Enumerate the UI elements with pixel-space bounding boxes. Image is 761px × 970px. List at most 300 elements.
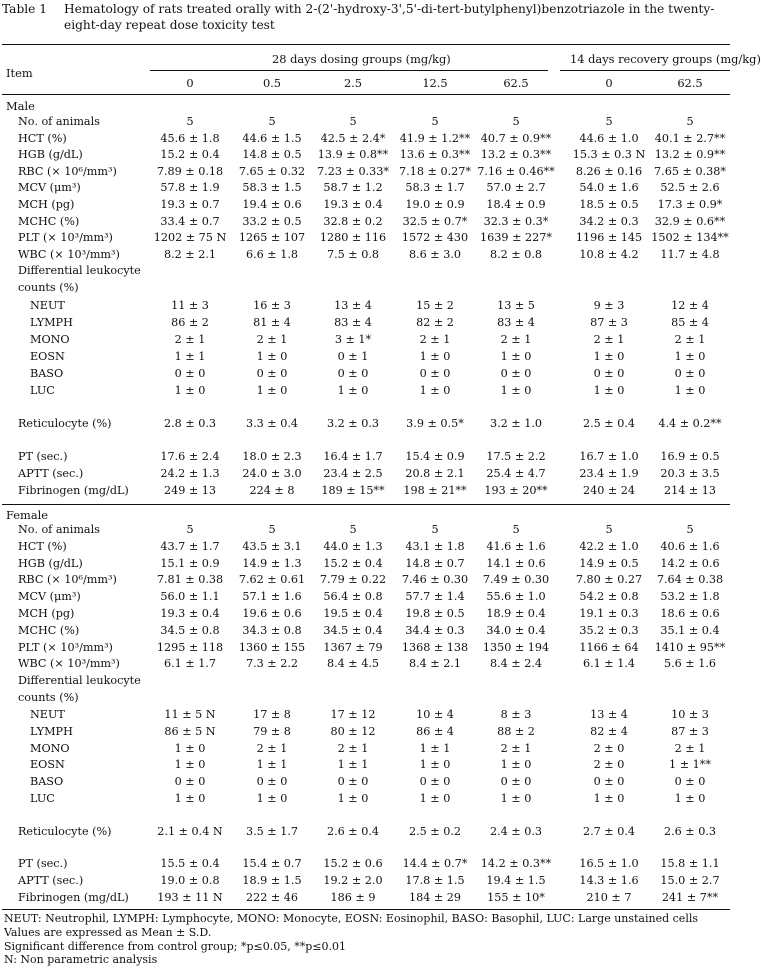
table-cell: 1 ± 1: [419, 741, 451, 755]
row-label: HGB (g/dL): [18, 556, 83, 570]
table-cell: 1 ± 0: [337, 792, 369, 805]
table-cell: 13.2 ± 0.9**: [654, 148, 726, 162]
dose-header-0: 0: [186, 76, 194, 90]
table-cell: 10 ± 4: [416, 708, 454, 721]
table-cell: 5.6 ± 1.6: [663, 657, 717, 671]
table-cell: 19.5 ± 0.4: [323, 607, 383, 620]
table-cell: 193 ± 11 N: [157, 890, 223, 904]
table-cell: 5: [349, 115, 357, 128]
table-cell: 33.2 ± 0.5: [242, 214, 302, 228]
table-cell: 15.0 ± 2.7: [660, 873, 720, 887]
table-cell: 7.62 ± 0.61: [238, 573, 306, 587]
row-label: HCT (%): [18, 539, 67, 553]
table-cell: 2 ± 1: [337, 741, 369, 755]
table-cell: 1 ± 0: [419, 758, 451, 772]
table-row: [0, 707, 732, 723]
table-row: [0, 197, 732, 213]
table-row: [0, 180, 732, 196]
table-cell: 19.4 ± 0.6: [242, 198, 302, 211]
table-cell: 13 ± 5: [497, 298, 535, 312]
table-cell: 15.8 ± 1.1: [660, 857, 720, 870]
table-cell: 0 ± 0: [174, 366, 206, 380]
table-cell: 15.2 ± 0.4: [160, 148, 220, 162]
table-cell: 1 ± 1: [256, 758, 288, 772]
table-row: [0, 114, 732, 130]
header-dosing-group: 28 days dosing groups (mg/kg): [272, 52, 451, 66]
table-cell: 34.3 ± 0.8: [242, 623, 302, 637]
table-row: [0, 539, 732, 555]
table-title: Hematology of rats treated orally with 2-(2'-hydroxy-3',5'-di-tert-butylphenyl)benzotriazole in the twenty-eight-day repeat dose toxicity test: [64, 2, 715, 32]
table-row: [0, 366, 732, 382]
table-cell: 1 ± 0: [674, 383, 706, 397]
table-cell: 54.2 ± 0.8: [579, 590, 639, 604]
table-cell: 56.4 ± 0.8: [323, 590, 383, 604]
row-label: MONO: [30, 741, 70, 755]
table-cell: 56.0 ± 1.1: [160, 590, 220, 604]
table-cell: 44.6 ± 1.5: [242, 131, 302, 145]
table-cell: 42.5 ± 2.4*: [320, 131, 386, 145]
table-cell: 1166 ± 64: [579, 640, 639, 654]
table-cell: 25.4 ± 4.7: [486, 466, 546, 480]
table-cell: 80 ± 12: [330, 724, 376, 738]
table-cell: 1572 ± 430: [401, 231, 469, 245]
table-cell: 3.5 ± 1.7: [245, 825, 299, 838]
row-label: LUC: [30, 383, 55, 397]
section-male: Male: [6, 99, 35, 113]
table-row: [0, 724, 732, 740]
table-cell: 83 ± 4: [334, 315, 372, 329]
table-cell: 1295 ± 118: [156, 640, 224, 654]
table-cell: 2.4 ± 0.3: [489, 825, 543, 838]
header-item: Item: [6, 66, 33, 80]
table-cell: 7.65 ± 0.32: [238, 164, 306, 178]
table-cell: 5: [686, 523, 694, 536]
row-label: APTT (sec.): [18, 873, 84, 887]
table-cell: 13 ± 4: [590, 708, 628, 721]
table-cell: 15.4 ± 0.9: [405, 449, 465, 463]
table-cell: 41.6 ± 1.6: [486, 539, 546, 553]
row-label: APTT (sec.): [18, 466, 84, 480]
table-cell: 0 ± 0: [674, 775, 706, 789]
table-cell: 16 ± 3: [253, 298, 291, 312]
table-cell: 8.26 ± 0.16: [575, 164, 643, 178]
table-cell: 8.6 ± 3.0: [408, 247, 462, 261]
row-label: counts (%): [18, 281, 79, 294]
table-row: [0, 466, 732, 482]
table-row: [0, 147, 732, 163]
table-cell: 1 ± 0: [500, 758, 532, 772]
table-cell: 1 ± 0: [174, 758, 206, 772]
table-cell: 11 ± 5 N: [164, 708, 216, 721]
table-cell: 18.6 ± 0.6: [660, 607, 720, 620]
footnote-line: Significant difference from control group; *p≤0.05, **p≤0.01: [4, 939, 346, 953]
table-cell: 19.3 ± 0.4: [160, 607, 220, 620]
row-label: HGB (g/dL): [18, 148, 83, 162]
section-divider-rule: [2, 504, 730, 505]
table-cell: 35.1 ± 0.4: [660, 623, 720, 637]
table-cell: 1 ± 0: [593, 792, 625, 805]
table-row: [0, 298, 732, 314]
table-row: [0, 656, 732, 672]
table-cell: 18.5 ± 0.5: [579, 198, 639, 211]
table-cell: 20.3 ± 3.5: [660, 466, 720, 480]
table-row: [0, 214, 732, 230]
table-cell: 186 ± 9: [330, 890, 376, 904]
table-cell: 18.9 ± 0.4: [486, 607, 546, 620]
table-cell: 17.3 ± 0.9*: [657, 198, 723, 211]
table-cell: 16.7 ± 1.0: [579, 449, 639, 463]
table-cell: 13.2 ± 0.3**: [480, 148, 552, 162]
table-cell: 79 ± 8: [253, 724, 291, 738]
table-cell: 8.4 ± 2.4: [489, 657, 543, 671]
table-cell: 14.1 ± 0.6: [486, 556, 546, 570]
table-row: [0, 757, 732, 773]
table-cell: 17 ± 12: [330, 708, 376, 721]
table-cell: 1368 ± 138: [401, 640, 469, 654]
table-row: [0, 315, 732, 331]
table-cell: 2.7 ± 0.4: [582, 825, 636, 838]
table-cell: 32.8 ± 0.2: [323, 214, 383, 228]
table-row: [0, 589, 732, 605]
table-cell: 249 ± 13: [163, 483, 217, 497]
table-cell: 2 ± 1: [174, 332, 206, 346]
bottom-rule: [2, 909, 730, 910]
table-cell: 7.49 ± 0.30: [482, 573, 550, 587]
table-cell: 7.23 ± 0.33*: [317, 164, 389, 178]
table-cell: 15.1 ± 0.9: [160, 556, 220, 570]
table-cell: 214 ± 13: [663, 483, 717, 497]
row-label: counts (%): [18, 690, 79, 704]
row-label: NEUT: [30, 708, 65, 721]
table-cell: 0 ± 0: [500, 775, 532, 789]
table-cell: 19.4 ± 1.5: [486, 873, 546, 887]
table-cell: 1 ± 0: [500, 349, 532, 363]
table-cell: 40.6 ± 1.6: [660, 539, 720, 553]
table-row: [0, 383, 732, 399]
table-cell: 81 ± 4: [253, 315, 291, 329]
table-cell: 1 ± 0: [174, 792, 206, 805]
table-row: [0, 572, 732, 588]
table-cell: 5: [186, 115, 194, 128]
header-recovery-group: 14 days recovery groups (mg/kg): [570, 52, 761, 66]
table-cell: 1367 ± 79: [323, 640, 383, 654]
table-cell: 2.5 ± 0.2: [408, 825, 462, 838]
row-label: RBC (× 10⁶/mm³): [18, 573, 117, 587]
table-cell: 0 ± 0: [419, 775, 451, 789]
table-cell: 1 ± 0: [174, 741, 206, 755]
table-cell: 6.6 ± 1.8: [245, 247, 299, 261]
table-cell: 1202 ± 75 N: [153, 231, 227, 245]
table-cell: 14.3 ± 1.6: [579, 873, 639, 887]
table-cell: 2 ± 1: [593, 332, 625, 346]
table-cell: 198 ± 21**: [403, 483, 467, 497]
row-label: EOSN: [30, 349, 65, 363]
table-cell: 34.4 ± 0.3: [405, 623, 465, 637]
dosing-group-rule: [150, 70, 548, 71]
table-cell: 57.7 ± 1.4: [405, 590, 465, 604]
row-label: Differential leukocyte: [18, 674, 141, 688]
table-cell: 3.2 ± 0.3: [326, 417, 380, 430]
table-row: [0, 332, 732, 348]
table-cell: 35.2 ± 0.3: [579, 623, 639, 637]
table-cell: 34.2 ± 0.3: [579, 214, 639, 228]
table-cell: 58.7 ± 1.2: [323, 181, 383, 195]
row-label: MCHC (%): [18, 623, 80, 637]
table-cell: 13 ± 4: [334, 298, 372, 312]
row-label: BASO: [30, 366, 64, 380]
dose-header-6: 62.5: [677, 76, 703, 90]
table-cell: 7.79 ± 0.22: [319, 573, 387, 587]
table-row: [0, 131, 732, 147]
table-cell: 3.2 ± 1.0: [489, 417, 543, 430]
table-cell: 57.0 ± 2.7: [486, 181, 546, 195]
table-cell: 58.3 ± 1.7: [405, 181, 465, 195]
table-cell: 5: [431, 115, 439, 128]
table-cell: 1350 ± 194: [482, 640, 550, 654]
table-cell: 1280 ± 116: [319, 231, 387, 245]
table-cell: 7.65 ± 0.38*: [654, 164, 726, 178]
row-label: No. of animals: [18, 523, 100, 536]
table-cell: 7.64 ± 0.38: [656, 573, 724, 587]
table-cell: 40.1 ± 2.7**: [654, 131, 726, 145]
table-cell: 16.5 ± 1.0: [579, 857, 639, 870]
row-label: MONO: [30, 332, 70, 346]
table-cell: 2 ± 1: [500, 741, 532, 755]
table-cell: 2.6 ± 0.3: [663, 825, 717, 838]
row-label: Fibrinogen (mg/dL): [18, 890, 129, 904]
table-cell: 24.0 ± 3.0: [242, 466, 302, 480]
table-cell: 0 ± 0: [419, 366, 451, 380]
table-cell: 0 ± 0: [337, 775, 369, 789]
table-cell: 87 ± 3: [590, 315, 628, 329]
table-cell: 0 ± 0: [674, 366, 706, 380]
table-cell: 1 ± 0: [174, 383, 206, 397]
table-cell: 57.1 ± 1.6: [242, 590, 302, 604]
table-cell: 41.9 ± 1.2**: [399, 131, 471, 145]
dose-header-1: 0.5: [262, 76, 282, 90]
table-cell: 224 ± 8: [249, 483, 295, 497]
table-row: [0, 741, 732, 757]
table-cell: 1 ± 0: [593, 349, 625, 363]
table-cell: 5: [686, 115, 694, 128]
table-row: [0, 280, 732, 296]
table-cell: 82 ± 4: [590, 724, 628, 738]
table-cell: 14.2 ± 0.3**: [480, 857, 552, 870]
table-cell: 18.0 ± 2.3: [242, 449, 302, 463]
table-cell: 222 ± 46: [245, 890, 299, 904]
table-cell: 1 ± 0: [500, 792, 532, 805]
table-cell: 16.4 ± 1.7: [323, 449, 383, 463]
table-cell: 11 ± 3: [171, 298, 209, 312]
table-cell: 19.3 ± 0.4: [323, 198, 383, 211]
row-label: MCV (μm³): [18, 181, 81, 195]
table-cell: 54.0 ± 1.6: [579, 181, 639, 195]
table-cell: 7.18 ± 0.27*: [399, 164, 471, 178]
top-rule: [2, 44, 730, 45]
table-cell: 2 ± 1: [674, 332, 706, 346]
table-cell: 42.2 ± 1.0: [579, 539, 639, 553]
table-row: [0, 449, 732, 465]
table-cell: 1 ± 0: [419, 792, 451, 805]
table-cell: 82 ± 2: [416, 315, 454, 329]
table-cell: 1502 ± 134**: [651, 231, 729, 245]
table-cell: 15.5 ± 0.4: [160, 857, 220, 870]
table-cell: 7.46 ± 0.30: [401, 573, 469, 587]
section-female: Female: [6, 508, 48, 522]
table-row: [0, 263, 732, 279]
table-cell: 43.7 ± 1.7: [160, 539, 220, 553]
table-cell: 193 ± 20**: [484, 483, 548, 497]
table-cell: 1265 ± 107: [238, 231, 306, 245]
table-cell: 7.81 ± 0.38: [156, 573, 224, 587]
table-cell: 2 ± 1: [256, 741, 288, 755]
table-cell: 18.9 ± 1.5: [242, 873, 302, 887]
table-cell: 3.9 ± 0.5*: [406, 417, 464, 430]
table-cell: 7.3 ± 2.2: [245, 657, 299, 671]
table-cell: 189 ± 15**: [321, 483, 385, 497]
table-cell: 32.3 ± 0.3*: [483, 214, 549, 228]
table-cell: 1410 ± 95**: [654, 640, 726, 654]
table-cell: 1 ± 0: [419, 383, 451, 397]
table-cell: 5: [512, 115, 520, 128]
table-cell: 8.4 ± 4.5: [326, 657, 380, 671]
table-cell: 17.8 ± 1.5: [405, 873, 465, 887]
table-cell: 3 ± 1*: [334, 332, 372, 346]
table-cell: 85 ± 4: [671, 315, 709, 329]
table-cell: 19.6 ± 0.6: [242, 607, 302, 620]
table-cell: 8.2 ± 0.8: [489, 247, 543, 261]
row-label: Reticulocyte (%): [18, 417, 112, 430]
row-label: NEUT: [30, 298, 65, 312]
table-cell: 57.8 ± 1.9: [160, 181, 220, 195]
table-cell: 0 ± 0: [337, 366, 369, 380]
dose-header-3: 12.5: [422, 76, 448, 90]
table-cell: 14.4 ± 0.7*: [402, 857, 468, 870]
table-cell: 33.4 ± 0.7: [160, 214, 220, 228]
row-label: LYMPH: [30, 724, 73, 738]
table-row: [0, 890, 732, 906]
row-label: WBC (× 10³/mm³): [18, 247, 120, 261]
table-cell: 1 ± 0: [256, 792, 288, 805]
table-cell: 18.4 ± 0.9: [486, 198, 546, 211]
table-cell: 1 ± 0: [674, 349, 706, 363]
row-label: PT (sec.): [18, 449, 68, 463]
table-cell: 19.1 ± 0.3: [579, 607, 639, 620]
table-cell: 1 ± 0: [419, 349, 451, 363]
table-cell: 34.5 ± 0.8: [160, 623, 220, 637]
table-cell: 8.2 ± 2.1: [163, 247, 217, 261]
table-cell: 2.1 ± 0.4 N: [157, 825, 223, 838]
table-cell: 17.5 ± 2.2: [486, 449, 546, 463]
table-cell: 2 ± 0: [593, 741, 625, 755]
table-cell: 5: [605, 523, 613, 536]
table-cell: 86 ± 2: [171, 315, 209, 329]
table-cell: 23.4 ± 2.5: [323, 466, 383, 480]
table-cell: 0 ± 0: [256, 366, 288, 380]
table-cell: 1 ± 0: [674, 792, 706, 805]
table-row: [0, 774, 732, 790]
table-cell: 14.9 ± 1.3: [242, 556, 302, 570]
table-cell: 14.2 ± 0.6: [660, 556, 720, 570]
table-cell: 2.6 ± 0.4: [326, 825, 380, 838]
table-cell: 32.9 ± 0.6**: [654, 214, 726, 228]
row-label: WBC (× 10³/mm³): [18, 657, 120, 671]
table-row: [0, 556, 732, 572]
table-row: [0, 606, 732, 622]
table-cell: 1360 ± 155: [238, 640, 306, 654]
table-cell: 0 ± 0: [174, 775, 206, 789]
table-cell: 88 ± 2: [497, 724, 535, 738]
table-cell: 11.7 ± 4.8: [660, 247, 720, 261]
table-cell: 241 ± 7**: [661, 890, 719, 904]
row-label: LUC: [30, 792, 55, 805]
table-cell: 1 ± 0: [256, 383, 288, 397]
table-cell: 44.0 ± 1.3: [323, 539, 383, 553]
table-cell: 23.4 ± 1.9: [579, 466, 639, 480]
table-cell: 53.2 ± 1.8: [660, 590, 720, 604]
footnote-line: Values are expressed as Mean ± S.D.: [4, 925, 212, 939]
table-row: [0, 623, 732, 639]
table-cell: 0 ± 0: [256, 775, 288, 789]
table-cell: 40.7 ± 0.9**: [480, 131, 552, 145]
table-cell: 1 ± 0: [337, 383, 369, 397]
dose-header-2: 2.5: [343, 76, 363, 90]
table-cell: 19.8 ± 0.5: [405, 607, 465, 620]
table-cell: 5: [512, 523, 520, 536]
dose-header-5: 0: [605, 76, 613, 90]
table-row: [0, 164, 732, 180]
table-cell: 2.8 ± 0.3: [163, 417, 217, 430]
table-cell: 15.4 ± 0.7: [242, 857, 302, 870]
table-cell: 7.5 ± 0.8: [326, 247, 380, 261]
table-cell: 17 ± 8: [253, 708, 291, 721]
table-cell: 8 ± 3: [500, 708, 532, 721]
table-cell: 1 ± 0: [593, 383, 625, 397]
table-cell: 2 ± 1: [674, 741, 706, 755]
table-row: [0, 416, 732, 432]
table-cell: 5: [268, 115, 276, 128]
table-row: [0, 791, 732, 807]
table-cell: 7.89 ± 0.18: [156, 164, 224, 178]
table-row: [0, 230, 732, 246]
row-label: Fibrinogen (mg/dL): [18, 483, 129, 497]
table-row: [0, 673, 732, 689]
table-cell: 19.0 ± 0.9: [405, 198, 465, 211]
table-cell: 210 ± 7: [586, 890, 632, 904]
table-cell: 15 ± 2: [416, 298, 454, 312]
table-cell: 34.0 ± 0.4: [486, 623, 546, 637]
table-cell: 19.2 ± 2.0: [323, 873, 383, 887]
table-cell: 5: [431, 523, 439, 536]
row-label: Differential leukocyte: [18, 264, 141, 278]
row-label: MCV (μm³): [18, 590, 81, 604]
row-label: MCH (pg): [18, 607, 75, 620]
table-cell: 15.3 ± 0.3 N: [572, 148, 646, 162]
table-cell: 2 ± 1: [419, 332, 451, 346]
table-cell: 44.6 ± 1.0: [579, 131, 639, 145]
table-cell: 7.16 ± 0.46**: [477, 164, 555, 178]
table-cell: 5: [605, 115, 613, 128]
row-label: MCH (pg): [18, 198, 75, 211]
table-row: [0, 247, 732, 263]
table-cell: 45.6 ± 1.8: [160, 131, 220, 145]
table-cell: 14.8 ± 0.5: [242, 148, 302, 162]
table-cell: 1 ± 0: [256, 349, 288, 363]
table-cell: 32.5 ± 0.7*: [402, 214, 468, 228]
table-cell: 14.9 ± 0.5: [579, 556, 639, 570]
table-cell: 14.8 ± 0.7: [405, 556, 465, 570]
table-cell: 0 ± 0: [593, 775, 625, 789]
